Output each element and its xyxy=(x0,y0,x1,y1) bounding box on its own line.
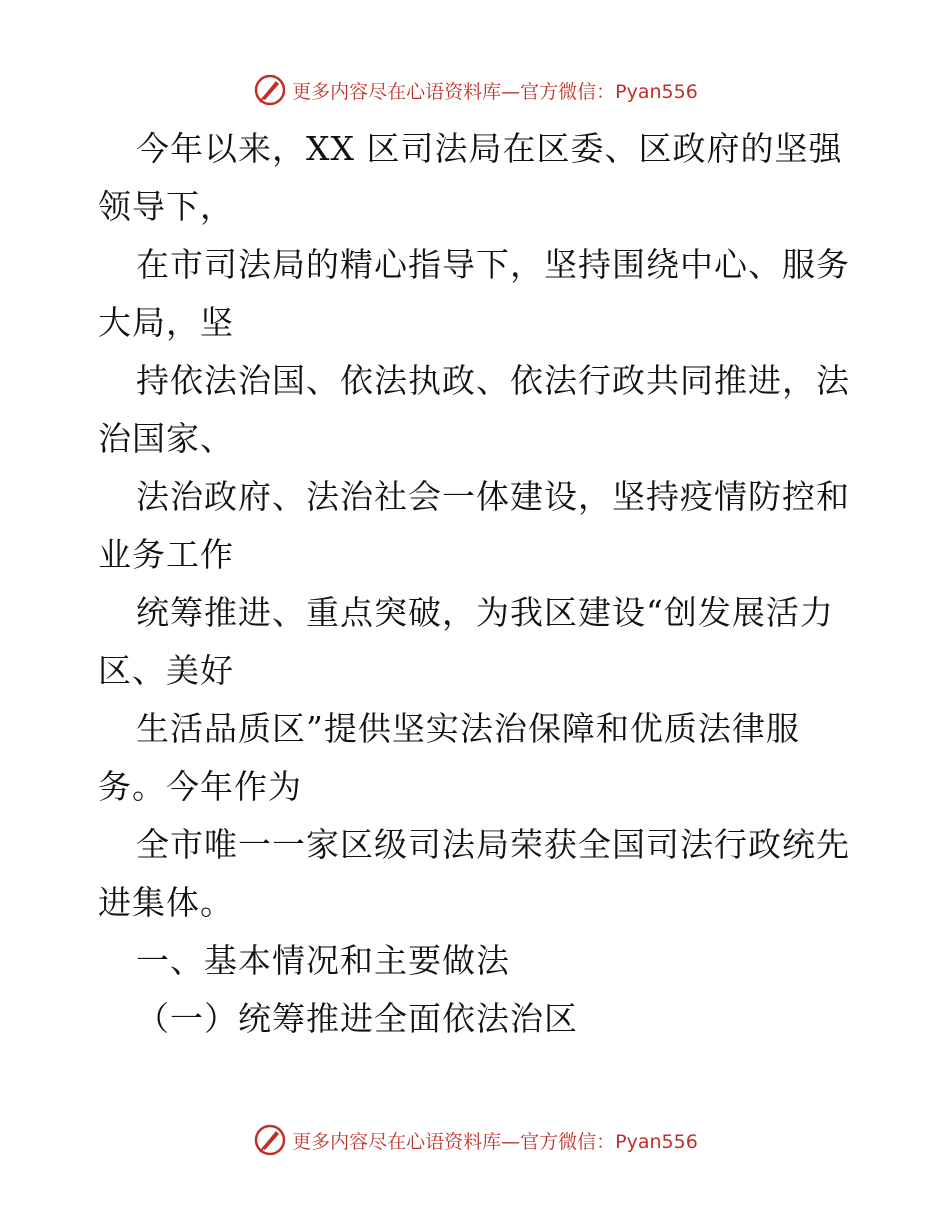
header-banner-text: 更多内容尽在心语资料库—官方微信：Pyan556 xyxy=(292,80,698,103)
paragraph-line: 治国家、 xyxy=(98,419,234,458)
paragraph-line: 在市司法局的精心指导下，坚持围绕中心、服务 xyxy=(136,245,850,284)
paragraph-line: 业务工作 xyxy=(98,535,234,574)
paragraph-line: 统筹推进、重点突破，为我区建设“创发展活力 xyxy=(136,593,834,632)
quill-logo-icon xyxy=(252,1122,288,1158)
document-body xyxy=(98,120,858,1048)
paragraph-line: 法治政府、法治社会一体建设，坚持疫情防控和 xyxy=(136,477,850,516)
footer-watermark-banner xyxy=(0,1120,950,1160)
subsection-heading: （一）统筹推进全面依法治区 xyxy=(136,999,578,1038)
paragraph-line: 领导下， xyxy=(98,187,234,226)
section-heading: 一、基本情况和主要做法 xyxy=(136,941,510,980)
paragraph-line: 进集体。 xyxy=(98,883,234,922)
paragraph-line: 务。今年作为 xyxy=(98,767,302,806)
paragraph-line: 持依法治国、依法执政、依法行政共同推进，法 xyxy=(136,361,850,400)
paragraph-line: 大局，坚 xyxy=(98,303,234,342)
quill-logo-icon xyxy=(252,72,288,108)
paragraph-line: 区、美好 xyxy=(98,651,234,690)
footer-banner-text: 更多内容尽在心语资料库—官方微信：Pyan556 xyxy=(292,1130,698,1153)
paragraph-line: 全市唯一一家区级司法局荣获全国司法行政统先 xyxy=(136,825,850,864)
paragraph-line: 生活品质区”提供坚实法治保障和优质法律服 xyxy=(136,709,800,748)
header-watermark-banner xyxy=(0,70,950,110)
paragraph-line: 今年以来，XX 区司法局在区委、区政府的坚强 xyxy=(136,129,843,168)
